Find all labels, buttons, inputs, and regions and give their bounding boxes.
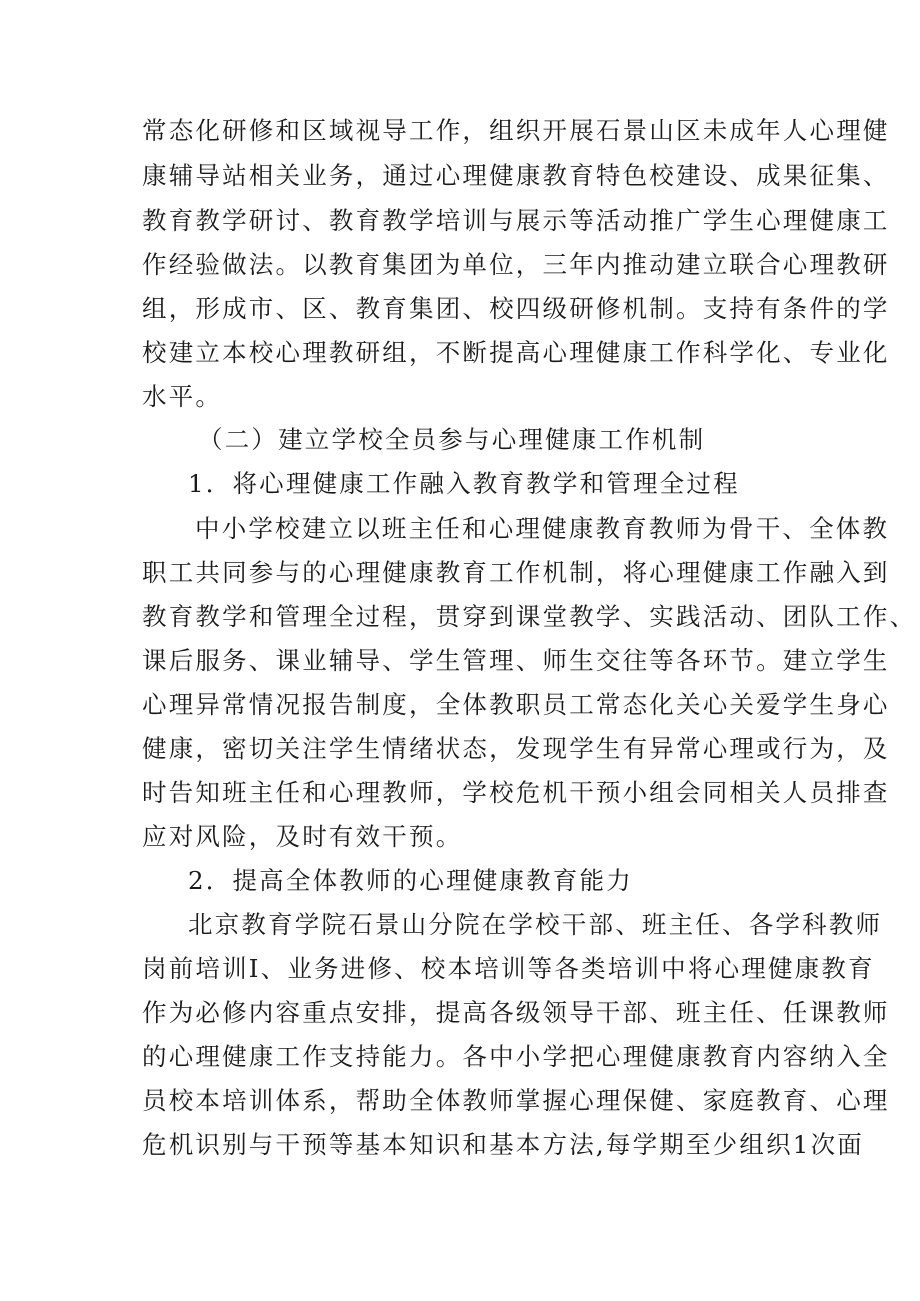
para1-line-6: 校建立本校心理教研组，不断提高心理健康工作科学化、专业化 [142,338,890,367]
para3-line-3: 作为必修内容重点安排，提高各级领导干部、班主任、任课教师 [142,998,890,1027]
para2-line-4: 课后服务、课业辅导、学生管理、师生交往等各环节。建立学生 [142,646,890,675]
para1-line-4: 作经验做法。以教育集团为单位，三年内推动建立联合心理教研 [142,250,890,279]
para1-line-7: 水平。 [142,382,223,411]
para3-line-6: 危机识别与干预等基本知识和基本方法,每学期至少组织1次面 [142,1130,864,1159]
para1-line-3: 教育教学研讨、教育教学培训与展示等活动推广学生心理健康工 [142,206,890,235]
para2-line-6: 健康，密切关注学生情绪状态，发现学生有异常心理或行为，及 [142,734,890,763]
para2-line-7: 时告知班主任和心理教师，学校危机干预小组会同相关人员排查 [142,778,890,807]
para3-line-4: 的心理健康工作支持能力。各中小学把心理健康教育内容纳入全 [142,1042,890,1071]
para3-line-1: 北京教育学院石景山分院在学校干部、班主任、各学科教师 [188,910,883,939]
para3-line-2: 岗前培训Ⅰ、业务进修、校本培训等各类培训中将心理健康教育 [142,954,875,983]
para3-line-5: 员校本培训体系，帮助全体教师掌握心理保健、家庭教育、心理 [142,1086,890,1115]
para2-line-2: 职工共同参与的心理健康教育工作机制，将心理健康工作融入到 [142,558,890,587]
item2-heading: 2．提高全体教师的心理健康教育能力 [188,866,633,895]
para2-line-5: 心理异常情况报告制度，全体教职员工常态化关心关爱学生身心 [142,690,890,719]
para1-line-1: 常态化研修和区域视导工作，组织开展石景山区未成年人心理健 [142,116,890,145]
para2-line-3: 教育教学和管理全过程，贯穿到课堂教学、实践活动、团队工作、 [142,602,917,631]
para2-line-1: 中小学校建立以班主任和心理健康教育教师为骨干、全体教 [195,514,890,543]
section-heading: （二）建立学校全员参与心理健康工作机制 [198,425,706,454]
para2-line-8: 应对风险，及时有效干预。 [142,822,463,851]
para1-line-2: 康辅导站相关业务，通过心理健康教育特色校建设、成果征集、 [142,161,890,190]
para1-line-5: 组，形成市、区、教育集团、校四级研修机制。支持有条件的学 [142,294,890,323]
item1-heading: 1．将心理健康工作融入教育教学和管理全过程 [188,469,740,498]
